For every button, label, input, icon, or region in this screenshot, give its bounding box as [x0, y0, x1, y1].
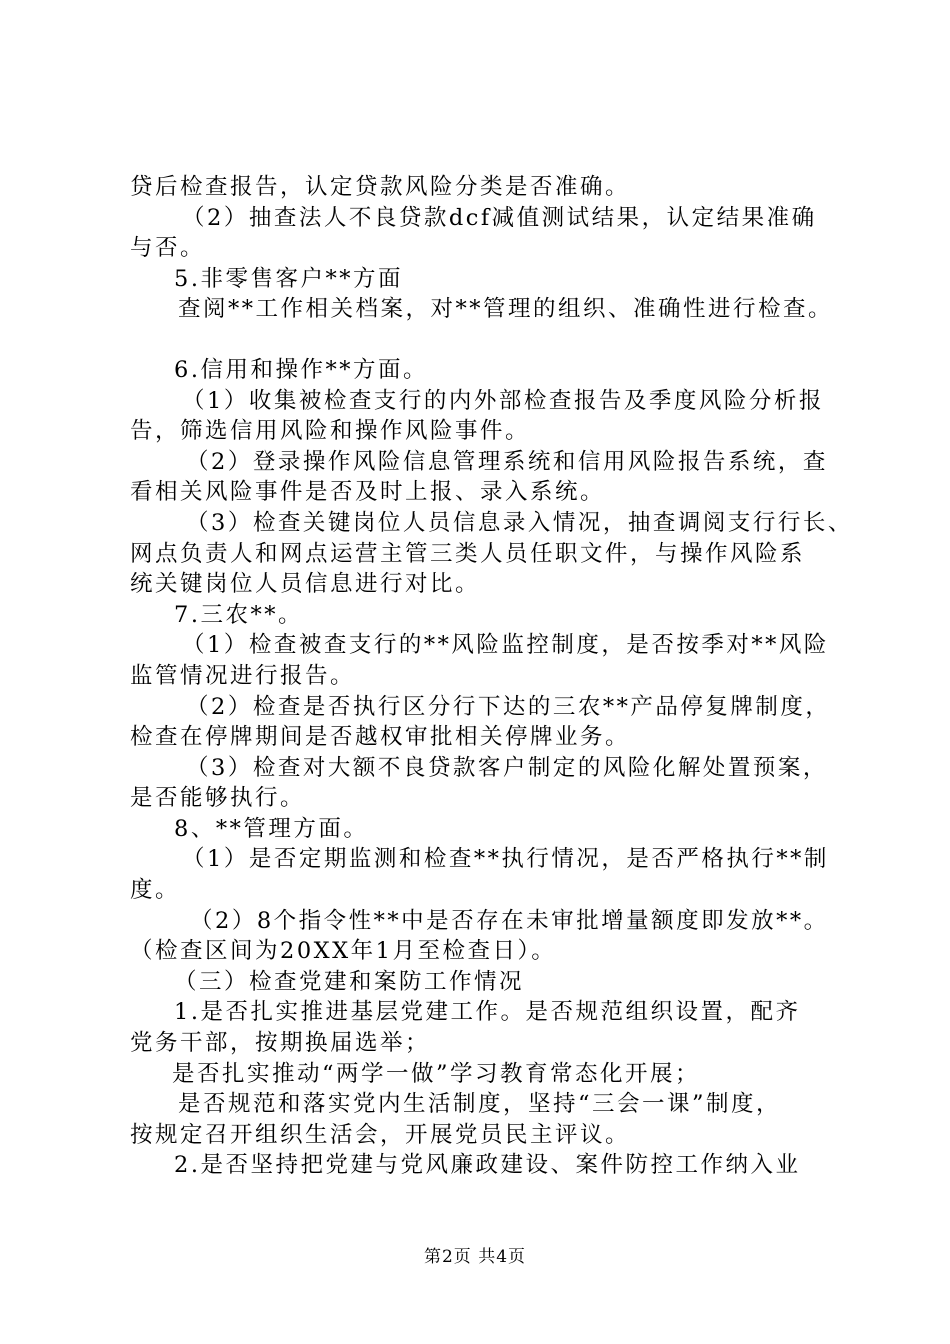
text-line: 是否能够执行。: [130, 785, 306, 812]
text-line: 看相关风险事件是否及时上报、录入系统。: [130, 479, 606, 506]
section-heading: 8、**管理方面。: [174, 815, 369, 842]
text-line: （1）检查被查支行的**风险监控制度，是否按季对**风险: [182, 632, 829, 659]
text-line: 检查在停牌期间是否越权审批相关停牌业务。: [130, 724, 631, 751]
section-heading: （三）检查党建和案防工作情况: [174, 968, 525, 995]
text-line: 与否。: [130, 235, 206, 262]
text-line: （2）检查是否执行区分行下达的三农**产品停复牌制度，: [186, 693, 831, 720]
text-line: （2）抽查法人不良贷款dcf减值测试结果，认定结果准确: [182, 204, 817, 231]
text-line: （1）是否定期监测和检查**执行情况，是否严格执行**制: [182, 846, 829, 873]
text-line: 度。: [130, 877, 181, 904]
text-line: 网点负责人和网点运营主管三类人员任职文件，与操作风险系: [130, 540, 806, 567]
text-line: （3）检查关键岗位人员信息录入情况，抽查调阅支行行长、: [186, 509, 853, 536]
section-heading: 6.信用和操作**方面。: [174, 356, 428, 383]
text-line: （3）检查对大额不良贷款客户制定的风险化解处置预案，: [186, 754, 828, 781]
text-line: 是否规范和落实党内生活制度，坚持“三会一课”制度，: [178, 1091, 782, 1118]
text-line: 党务干部，按期换届选举；: [130, 1030, 431, 1057]
document-body: [130, 172, 853, 1181]
text-line: 统关键岗位人员信息进行对比。: [130, 571, 481, 598]
paragraph-gap: [130, 325, 840, 355]
page-footer: 第2页 共4页: [423, 1247, 527, 1267]
section-heading: 5.非零售客户**方面: [174, 265, 403, 292]
text-line: 查阅**工作相关档案，对**管理的组织、准确性进行检查。: [178, 296, 834, 323]
text-line: （检查区间为20XX年1月至检查日）。: [130, 938, 557, 965]
text-line: 2.是否坚持把党建与党风廉政建设、案件防控工作纳入业: [174, 1152, 801, 1179]
text-line: 按规定召开组织生活会，开展党员民主评议。: [130, 1121, 631, 1148]
text-line: （2）8个指令性**中是否存在未审批增量额度即发放**。: [190, 907, 829, 934]
text-line: 贷后检查报告，认定贷款风险分类是否准确。: [130, 174, 631, 200]
text-line: （1）收集被检查支行的内外部检查报告及季度风险分析报: [182, 387, 824, 414]
text-line: 是否扎实推动“两学一做”学习教育常态化开展；: [172, 1060, 701, 1087]
text-line: 告，筛选信用风险和操作风险事件。: [130, 418, 531, 445]
text-line: （2）登录操作风险信息管理系统和信用风险报告系统，查: [186, 448, 828, 475]
section-heading: 7.三农**。: [174, 601, 303, 628]
text-line: 1.是否扎实推进基层党建工作。是否规范组织设置，配齐: [174, 999, 801, 1026]
text-line: 监管情况进行报告。: [130, 662, 356, 689]
